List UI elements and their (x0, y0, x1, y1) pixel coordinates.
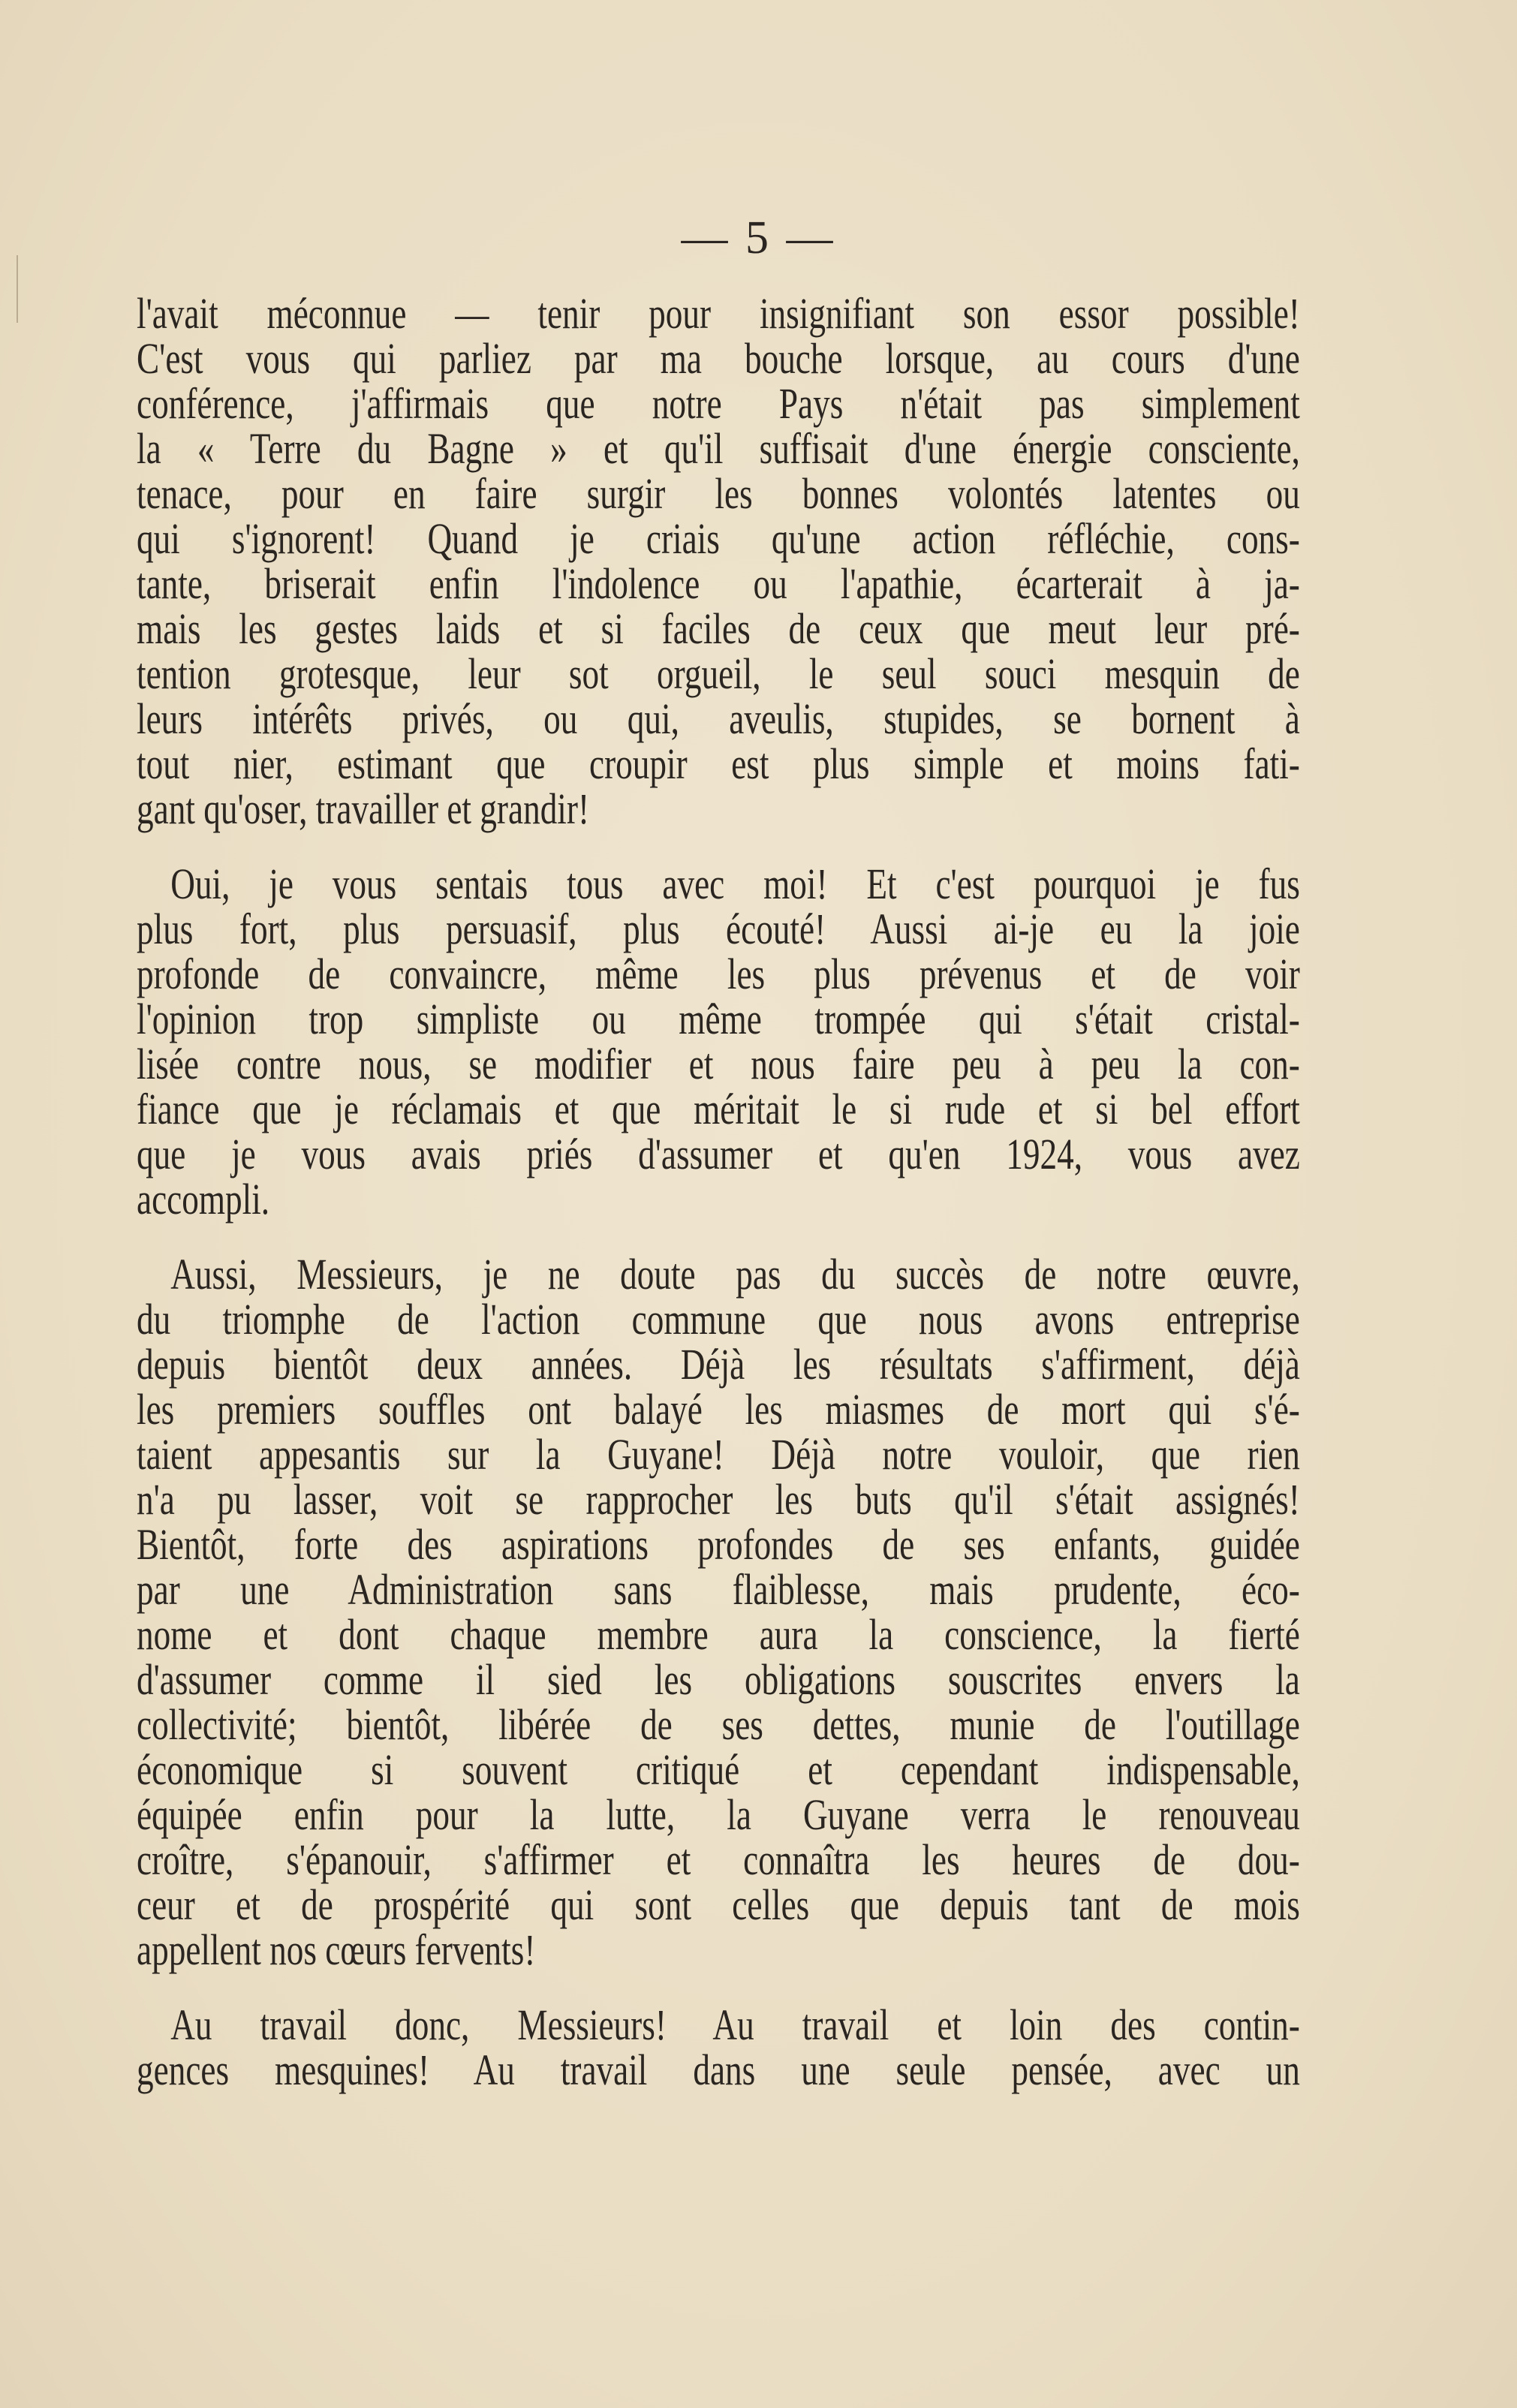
text-line: mais les gestes laids et si faciles de ceux que meut leur pré- (137, 604, 1300, 653)
text-line: C'est vous qui parliez par ma bouche lorsque, au cours d'une (137, 334, 1300, 383)
text-line: économique si souvent critiqué et cependant indispensable, (137, 1745, 1300, 1794)
text-line: par une Administration sans flaiblesse, mais prudente, éco- (137, 1565, 1300, 1614)
text-line: nome et dont chaque membre aura la conscience, la fierté (137, 1610, 1300, 1659)
paragraph (137, 291, 1300, 832)
text-line: qui s'ignorent! Quand je criais qu'une action réfléchie, cons- (137, 514, 1300, 563)
paragraph (137, 859, 1300, 1224)
text-line: tante, briserait enfin l'indolence ou l'apathie, écarterait à ja- (137, 559, 1300, 608)
text-line: Bientôt, forte des aspirations profondes de ses enfants, guidée (137, 1520, 1300, 1569)
text-line: conférence, j'affirmais que notre Pays n'était pas simplement (137, 379, 1300, 428)
page-number: — 5 — (681, 212, 836, 263)
text-line: tout nier, estimant que croupir est plus simple et moins fati- (137, 739, 1300, 788)
text-line: équipée enfin pour la lutte, la Guyane verra le renouveau (137, 1790, 1300, 1839)
text-line: d'assumer comme il sied les obligations souscrites envers la (137, 1655, 1300, 1704)
paragraph (137, 2000, 1300, 2094)
text-line: ceur et de prospérité qui sont celles que depuis tant de mois (137, 1880, 1300, 1929)
text-line: tention grotesque, leur sot orgueil, le seul souci mesquin de (137, 649, 1300, 698)
text-line: lisée contre nous, se modifier et nous faire peu à peu la con- (137, 1040, 1300, 1088)
body-text (137, 291, 1300, 2123)
text-line: leurs intérêts privés, ou qui, aveulis, stupides, se bornent à (137, 694, 1300, 743)
text-line: que je vous avais priés d'assumer et qu'en 1924, vous avez (137, 1130, 1300, 1178)
text-line: collectivité; bientôt, libérée de ses dettes, munie de l'outillage (137, 1700, 1300, 1749)
text-line: depuis bientôt deux années. Déjà les résultats s'affirment, déjà (137, 1340, 1300, 1389)
text-line: l'opinion trop simpliste ou même trompée qui s'était cristal- (137, 995, 1300, 1043)
page-edge-mark (0, 255, 18, 323)
text-line: tenace, pour en faire surgir les bonnes volontés latentes ou (137, 469, 1300, 518)
text-line: les premiers souffles ont balayé les miasmes de mort qui s'é- (137, 1385, 1300, 1434)
text-line: plus fort, plus persuasif, plus écouté! Aussi ai-je eu la joie (137, 905, 1300, 953)
text-line: Aussi, Messieurs, je ne doute pas du succès de notre œuvre, (170, 1250, 1300, 1299)
text-line: fiance que je réclamais et que méritait le si rude et si bel effort (137, 1085, 1300, 1133)
text-line: Au travail donc, Messieurs! Au travail et loin des contin- (170, 2000, 1300, 2049)
text-line: gences mesquines! Au travail dans une seule pensée, avec un (137, 2045, 1300, 2094)
text-line: Oui, je vous sentais tous avec moi! Et c'est pourquoi je fus (170, 859, 1300, 908)
text-line: n'a pu lasser, voit se rapprocher les buts qu'il s'était assignés! (137, 1475, 1300, 1524)
text-line: accompli. (137, 1175, 270, 1224)
text-line: profonde de convaincre, même les plus prévenus et de voir (137, 950, 1300, 998)
paragraph (137, 1252, 1300, 1973)
text-line: croître, s'épanouir, s'affirmer et connaîtra les heures de dou- (137, 1835, 1300, 1884)
text-line: l'avait méconnue — tenir pour insignifiant son essor possible! (137, 289, 1300, 338)
text-line: appellent nos cœurs fervents! (137, 1925, 536, 1974)
text-line: la « Terre du Bagne » et qu'il suffisait d'une énergie consciente, (137, 424, 1300, 473)
text-line: gant qu'oser, travailler et grandir! (137, 784, 590, 833)
text-line: taient appesantis sur la Guyane! Déjà notre vouloir, que rien (137, 1430, 1300, 1479)
text-line: du triomphe de l'action commune que nous avons entreprise (137, 1295, 1300, 1344)
